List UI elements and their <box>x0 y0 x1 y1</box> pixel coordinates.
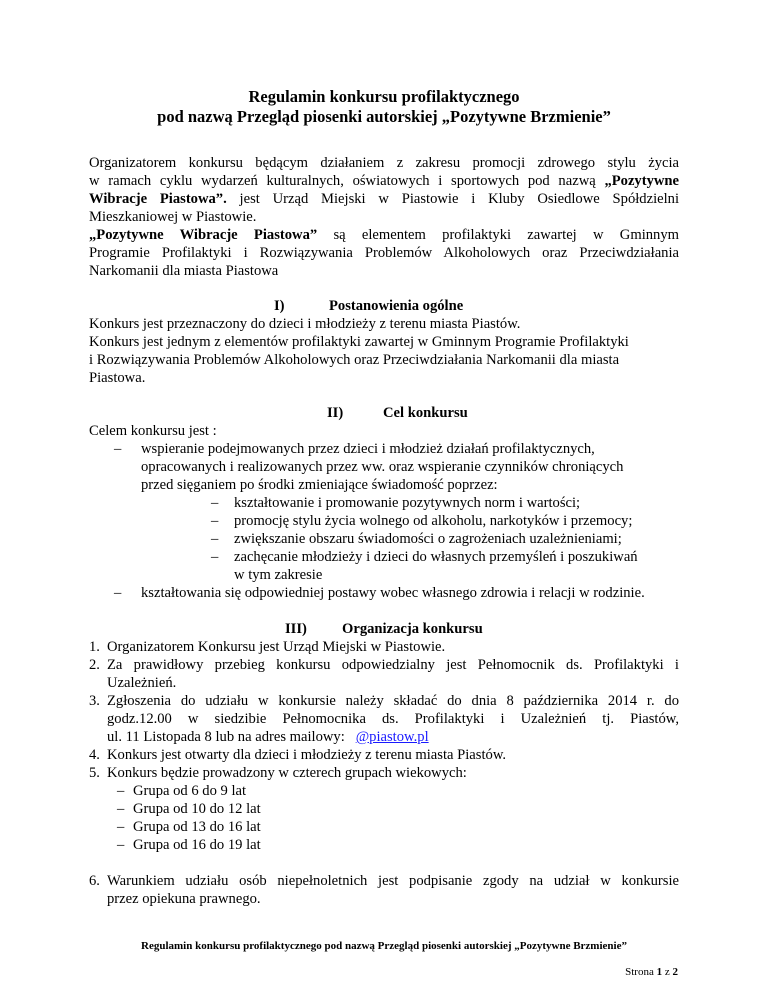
intro-line-7: Narkomanii dla miasta Piastowa <box>89 263 279 279</box>
section-3-item-4: Konkurs jest otwarty dla dzieci i młodzieży z terenu miasta Piastów. <box>107 747 507 763</box>
section-3-title: Organizacja konkursu <box>342 621 483 637</box>
intro-line-4: Mieszkaniowej w Piastowie. <box>89 209 257 225</box>
section-3-item-3-line-1: Zgłoszenia do udziału w konkursie należy składać do dnia 8 października 2014 r. do <box>107 693 679 709</box>
section-1-line-3: i Rozwiązywania Problemów Alkoholowych oraz Przeciwdziałania Narkomanii dla miasta <box>89 352 620 368</box>
section-2-bullet-1-line-2: opracowanych i realizowanych przez ww. oraz wspieranie czynników chroniących <box>141 459 624 475</box>
bullet-dash: – <box>211 549 219 565</box>
section-2-intro: Celem konkursu jest : <box>89 423 217 439</box>
section-1-line-1: Konkurs jest przeznaczony do dzieci i młodzieży z terenu miasta Piastów. <box>89 316 521 332</box>
section-3-item-2-line-2: Uzależnień. <box>107 675 177 691</box>
intro-line-6: Programie Profilaktyki i Rozwiązywania Problemów Alkoholowych oraz Przeciwdziałania <box>89 245 679 261</box>
age-group-2: Grupa od 10 do 12 lat <box>133 801 261 817</box>
section-1-title: Postanowienia ogólne <box>329 298 464 314</box>
section-2-sub-item-4-line-2: w tym zakresie <box>234 567 323 583</box>
page-footer: Regulamin konkursu profilaktycznego pod nazwą Przegląd piosenki autorskiej „Pozytywne Brzmienie” <box>141 940 627 952</box>
list-number: 4. <box>89 747 100 763</box>
section-2-number: II) <box>327 405 344 421</box>
section-3-item-3-line-2: godz.12.00 w siedzibie Pełnomocnika ds. Profilaktyki i Uzależnień tj. Piastów, <box>107 711 679 727</box>
age-group-3: Grupa od 13 do 16 lat <box>133 819 261 835</box>
bullet-dash: – <box>211 513 219 529</box>
bullet-dash: – <box>117 783 125 799</box>
intro-line-2: w ramach cyklu wydarzeń kulturalnych, oświatowych i sportowych pod nazwą „Pozytywne <box>89 173 680 189</box>
bullet-dash: – <box>114 441 122 457</box>
section-1-number: I) <box>274 298 285 314</box>
bullet-dash: – <box>211 531 219 547</box>
section-2-bullet-2: kształtowania się odpowiedniej postawy wobec własnego zdrowia i relacji w rodzinie. <box>141 585 645 601</box>
section-3-item-3-line-3: ul. 11 Listopada 8 lub na adres mailowy: @piastow.pl <box>107 729 429 745</box>
bullet-dash: – <box>211 495 219 511</box>
list-number: 1. <box>89 639 100 655</box>
section-2-sub-item-2: promocję stylu życia wolnego od alkoholu, narkotyków i przemocy; <box>234 513 633 529</box>
age-group-1: Grupa od 6 do 9 lat <box>133 783 247 799</box>
section-2-sub-item-3: zwiększanie obszaru świadomości o zagrożeniach uzależnieniami; <box>234 531 622 547</box>
section-3-item-6-line-2: przez opiekuna prawnego. <box>107 891 261 907</box>
section-2-title: Cel konkursu <box>383 405 468 421</box>
list-number: 2. <box>89 657 100 673</box>
bullet-dash: – <box>117 837 125 853</box>
bullet-dash: – <box>117 819 125 835</box>
section-1-line-2: Konkurs jest jednym z elementów profilaktyki zawartej w Gminnym Programie Profilaktyki <box>89 334 629 350</box>
page-number: Strona 1 z 2 <box>625 966 678 978</box>
section-3-item-6-line-1: Warunkiem udziału osób niepełnoletnich jest podpisanie zgody na udział w konkursie <box>107 873 679 889</box>
section-2-sub-item-1: kształtowanie i promowanie pozytywnych norm i wartości; <box>234 495 581 511</box>
section-3-number: III) <box>285 621 307 637</box>
list-number: 6. <box>89 873 100 889</box>
section-1-line-4: Piastowa. <box>89 370 146 386</box>
section-2-bullet-1-line-1: wspieranie podejmowanych przez dzieci i młodzież działań profilaktycznych, <box>141 441 595 457</box>
document-title-line-2: pod nazwą Przegląd piosenki autorskiej „Pozytywne Brzmienie” <box>157 107 611 126</box>
section-3-item-1: Organizatorem Konkursu jest Urząd Miejski w Piastowie. <box>107 639 446 655</box>
intro-line-1: Organizatorem konkursu będącym działaniem z zakresu promocji zdrowego stylu życia <box>89 155 679 171</box>
section-2-sub-item-4: zachęcanie młodzieży i dzieci do własnych przemyśleń i poszukiwań <box>234 549 638 565</box>
age-group-4: Grupa od 16 do 19 lat <box>133 837 261 853</box>
bullet-dash: – <box>117 801 125 817</box>
section-3-item-2-line-1: Za prawidłowy przebieg konkursu odpowiedzialny jest Pełnomocnik ds. Profilaktyki i <box>107 657 679 673</box>
intro-line-3: Wibracje Piastowa”. jest Urząd Miejski w Piastowie i Kluby Osiedlowe Spółdzielni <box>89 191 680 207</box>
bullet-dash: – <box>114 585 122 601</box>
section-3-item-5: Konkurs będzie prowadzony w czterech grupach wiekowych: <box>107 765 467 781</box>
list-number: 5. <box>89 765 100 781</box>
section-2-bullet-1-line-3: przed sięganiem po środki zmieniające świadomość poprzez: <box>141 477 498 493</box>
list-number: 3. <box>89 693 100 709</box>
email-link[interactable]: @piastow.pl <box>355 729 429 745</box>
document-title-line-1: Regulamin konkursu profilaktycznego <box>248 87 520 106</box>
intro-line-5: „Pozytywne Wibracje Piastowa” są elementem profilaktyki zawartej w Gminnym <box>89 227 679 243</box>
